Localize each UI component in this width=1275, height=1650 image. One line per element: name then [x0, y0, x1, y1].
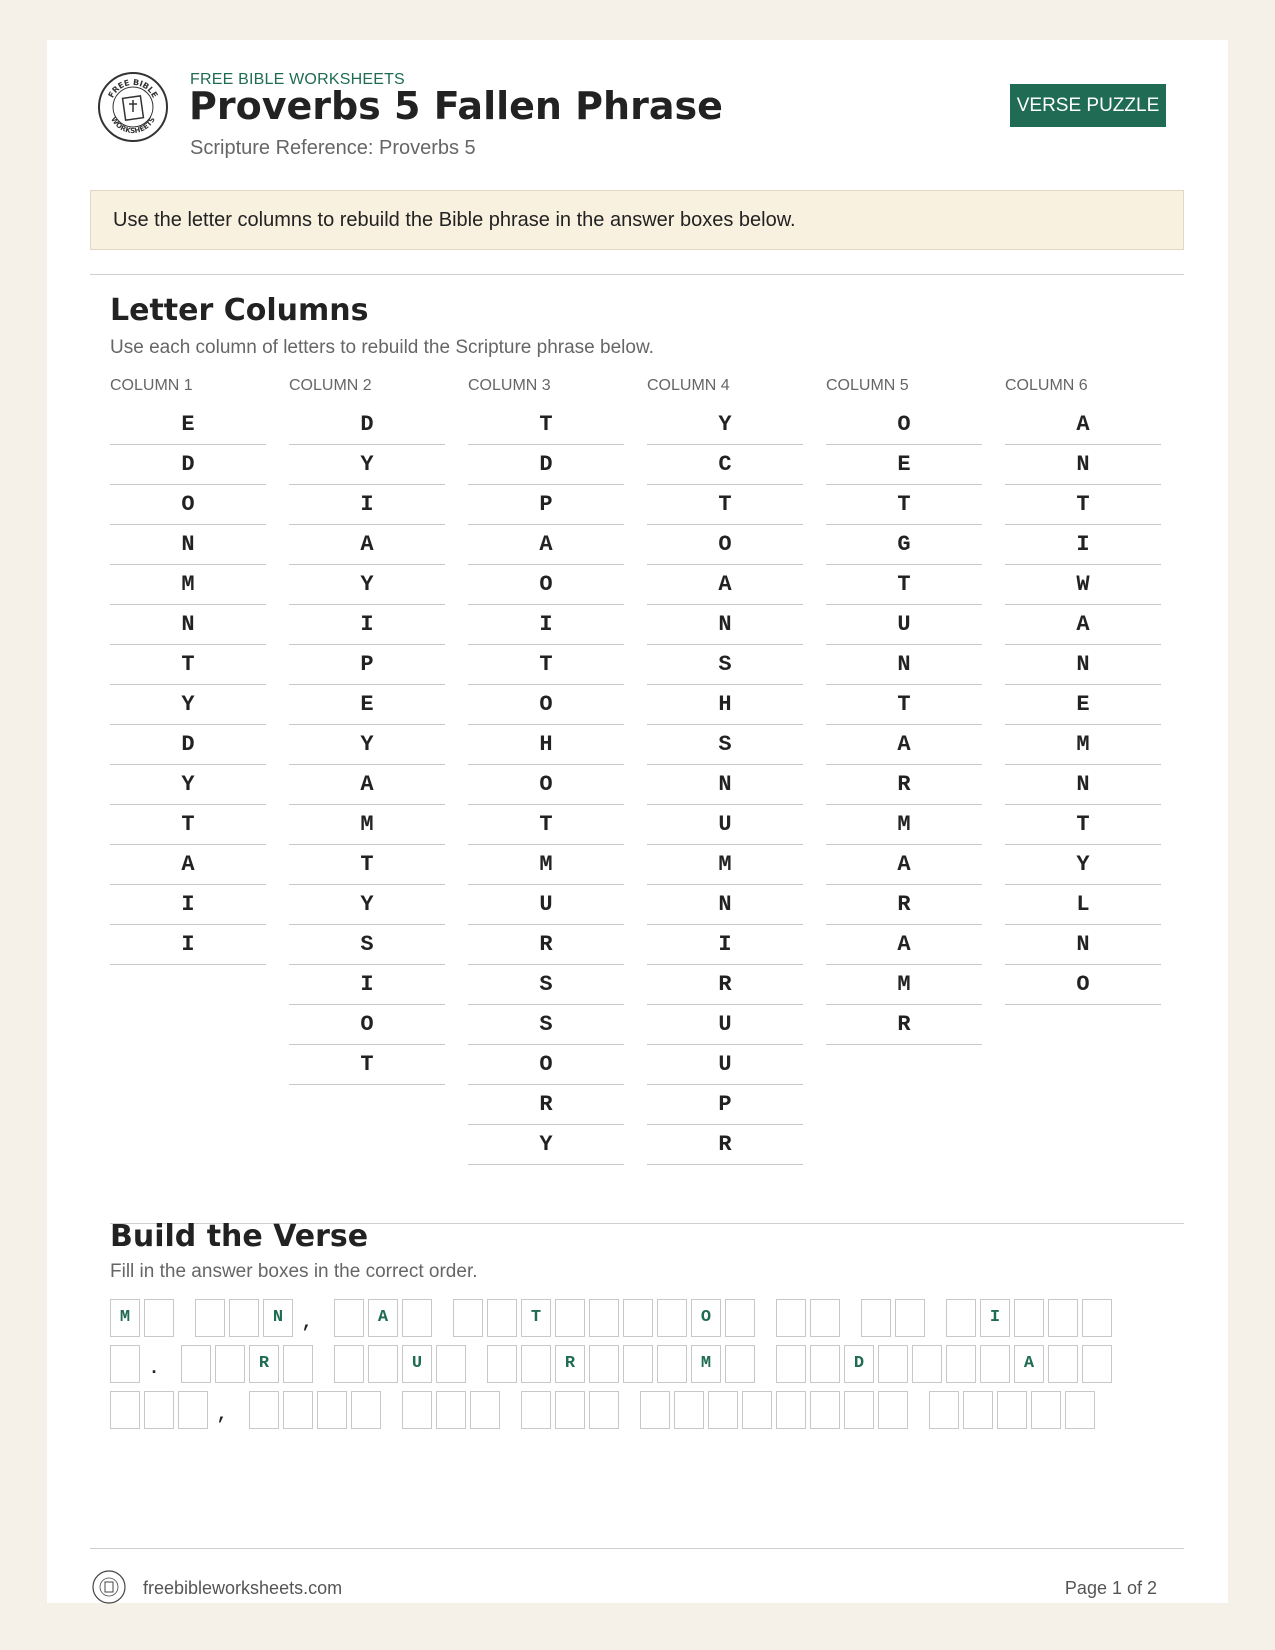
column-letter: T: [468, 805, 624, 845]
column-letter: T: [110, 805, 266, 845]
answer-box[interactable]: [1048, 1299, 1078, 1337]
column-letter: I: [289, 605, 445, 645]
column-letter: Y: [1005, 845, 1161, 885]
letter-column: [289, 376, 445, 1085]
column-letter: A: [826, 845, 982, 885]
answer-box-hint[interactable]: D: [844, 1345, 874, 1383]
instruction-banner: Use the letter columns to rebuild the Bible phrase in the answer boxes below.: [90, 190, 1184, 250]
answer-box[interactable]: [912, 1345, 942, 1383]
answer-box[interactable]: [776, 1299, 806, 1337]
answer-box-hint[interactable]: N: [263, 1299, 293, 1337]
column-letter: W: [1005, 565, 1161, 605]
column-letter: O: [468, 1045, 624, 1085]
column-letter: U: [647, 1005, 803, 1045]
column-letter: N: [647, 885, 803, 925]
letter-column: [468, 376, 624, 1165]
answer-box[interactable]: [1048, 1345, 1078, 1383]
answer-box[interactable]: [980, 1345, 1010, 1383]
answer-box[interactable]: [844, 1391, 874, 1429]
column-letter: U: [826, 605, 982, 645]
column-letter: I: [110, 885, 266, 925]
column-letter: Y: [468, 1125, 624, 1165]
column-letter: I: [110, 925, 266, 965]
column-letter: N: [110, 525, 266, 565]
worksheet-page: [47, 40, 1228, 1603]
letter-column: [1005, 376, 1161, 1005]
build-verse-heading: Build the Verse: [110, 1219, 369, 1254]
column-letter: R: [826, 885, 982, 925]
column-letter: U: [468, 885, 624, 925]
column-letter: T: [468, 405, 624, 445]
column-letter: I: [468, 605, 624, 645]
answer-box-hint[interactable]: A: [368, 1299, 398, 1337]
column-letter: T: [110, 645, 266, 685]
column-letter: O: [647, 525, 803, 565]
column-header: COLUMN 4: [647, 377, 730, 394]
answer-box-hint[interactable]: R: [555, 1345, 585, 1383]
answer-box[interactable]: [521, 1345, 551, 1383]
answer-box[interactable]: [708, 1391, 738, 1429]
punctuation-mark: ,: [216, 1405, 228, 1425]
column-letter: H: [647, 685, 803, 725]
answer-box[interactable]: [1082, 1299, 1112, 1337]
column-letter: O: [468, 765, 624, 805]
answer-box[interactable]: [144, 1391, 174, 1429]
column-letter: R: [826, 765, 982, 805]
column-letter: I: [289, 485, 445, 525]
column-letter: T: [468, 645, 624, 685]
answer-box[interactable]: [589, 1299, 619, 1337]
column-letter: S: [289, 925, 445, 965]
column-letter: T: [647, 485, 803, 525]
column-letter: R: [468, 925, 624, 965]
column-letter: E: [289, 685, 445, 725]
column-letter: Y: [289, 565, 445, 605]
column-letter: M: [110, 565, 266, 605]
answer-box-hint[interactable]: U: [402, 1345, 432, 1383]
logo-text-top: FREE BIBLE: [106, 77, 160, 100]
column-letter: A: [826, 925, 982, 965]
logo-text-bottom: WORKSHEETS: [109, 115, 157, 136]
column-letter: E: [826, 445, 982, 485]
column-letter: T: [289, 1045, 445, 1085]
column-letter: I: [647, 925, 803, 965]
column-letter: P: [468, 485, 624, 525]
answer-box[interactable]: [725, 1345, 755, 1383]
answer-box[interactable]: [317, 1391, 347, 1429]
column-letter: A: [289, 765, 445, 805]
column-letter: T: [1005, 805, 1161, 845]
column-letter: O: [468, 565, 624, 605]
column-letter: A: [468, 525, 624, 565]
answer-box-hint[interactable]: M: [110, 1299, 140, 1337]
column-letter: O: [468, 685, 624, 725]
column-letter: Y: [289, 885, 445, 925]
column-letter: C: [647, 445, 803, 485]
answer-box[interactable]: [249, 1391, 279, 1429]
answer-box[interactable]: [657, 1345, 687, 1383]
answer-box[interactable]: [436, 1391, 466, 1429]
column-letter: R: [826, 1005, 982, 1045]
column-letter: S: [468, 1005, 624, 1045]
answer-box[interactable]: [929, 1391, 959, 1429]
answer-box[interactable]: [487, 1299, 517, 1337]
column-letter: G: [826, 525, 982, 565]
answer-box[interactable]: [283, 1391, 313, 1429]
answer-box[interactable]: [623, 1345, 653, 1383]
answer-box[interactable]: [946, 1299, 976, 1337]
column-letter: O: [110, 485, 266, 525]
answer-box[interactable]: [623, 1299, 653, 1337]
answer-box[interactable]: [555, 1391, 585, 1429]
punctuation-mark: ,: [301, 1313, 313, 1333]
answer-box[interactable]: [589, 1391, 619, 1429]
column-letter: M: [1005, 725, 1161, 765]
column-letter: R: [647, 1125, 803, 1165]
column-letter: O: [289, 1005, 445, 1045]
letter-column: [110, 376, 266, 965]
divider: [90, 274, 1184, 275]
answer-box-hint[interactable]: M: [691, 1345, 721, 1383]
column-letter: M: [826, 805, 982, 845]
answer-box[interactable]: [110, 1391, 140, 1429]
footer-logo: [92, 1570, 126, 1604]
column-header: COLUMN 5: [826, 377, 909, 394]
letter-column: [647, 376, 803, 1165]
column-letter: I: [289, 965, 445, 1005]
answer-box[interactable]: [229, 1299, 259, 1337]
answer-box[interactable]: [195, 1299, 225, 1337]
column-letter: N: [110, 605, 266, 645]
answer-box[interactable]: [178, 1391, 208, 1429]
answer-box[interactable]: [283, 1345, 313, 1383]
answer-box-hint[interactable]: A: [1014, 1345, 1044, 1383]
answer-box-hint[interactable]: O: [691, 1299, 721, 1337]
column-letter: N: [826, 645, 982, 685]
answer-box[interactable]: [963, 1391, 993, 1429]
column-letter: T: [289, 845, 445, 885]
column-letter: T: [826, 485, 982, 525]
brand-kicker: FREE BIBLE WORKSHEETS: [190, 71, 405, 88]
answer-box[interactable]: [997, 1391, 1027, 1429]
column-letter: T: [1005, 485, 1161, 525]
answer-box[interactable]: [810, 1345, 840, 1383]
answer-box[interactable]: [1082, 1345, 1112, 1383]
answer-box[interactable]: [402, 1391, 432, 1429]
scripture-reference: Scripture Reference: Proverbs 5: [190, 137, 476, 159]
answer-box[interactable]: [453, 1299, 483, 1337]
column-letter: A: [1005, 605, 1161, 645]
column-letter: T: [826, 565, 982, 605]
answer-box[interactable]: [555, 1299, 585, 1337]
column-letter: H: [468, 725, 624, 765]
column-letter: Y: [110, 765, 266, 805]
answer-box[interactable]: [334, 1299, 364, 1337]
column-letter: S: [468, 965, 624, 1005]
answer-box[interactable]: [1031, 1391, 1061, 1429]
build-verse-description: Fill in the answer boxes in the correct order.: [110, 1261, 478, 1282]
column-header: COLUMN 6: [1005, 377, 1088, 394]
answer-box-hint[interactable]: T: [521, 1299, 551, 1337]
answer-box[interactable]: [810, 1391, 840, 1429]
column-letter: R: [468, 1085, 624, 1125]
column-letter: N: [1005, 765, 1161, 805]
answer-box[interactable]: [742, 1391, 772, 1429]
column-letter: M: [468, 845, 624, 885]
column-letter: Y: [110, 685, 266, 725]
answer-box[interactable]: [589, 1345, 619, 1383]
answer-box[interactable]: [878, 1391, 908, 1429]
column-letter: A: [289, 525, 445, 565]
answer-box[interactable]: [436, 1345, 466, 1383]
page-title: Proverbs 5 Fallen Phrase: [189, 84, 723, 128]
answer-box[interactable]: [1065, 1391, 1095, 1429]
answer-box[interactable]: [334, 1345, 364, 1383]
column-letter: R: [647, 965, 803, 1005]
answer-box[interactable]: [181, 1345, 211, 1383]
column-letter: I: [1005, 525, 1161, 565]
column-letter: U: [647, 1045, 803, 1085]
column-letter: O: [826, 405, 982, 445]
column-letter: P: [289, 645, 445, 685]
answer-box[interactable]: [776, 1391, 806, 1429]
column-letter: N: [647, 605, 803, 645]
letter-column: [826, 376, 982, 1045]
column-letter: Y: [289, 725, 445, 765]
answer-box[interactable]: [640, 1391, 670, 1429]
column-letter: A: [826, 725, 982, 765]
column-letter: M: [289, 805, 445, 845]
column-letter: A: [110, 845, 266, 885]
column-letter: S: [647, 645, 803, 685]
letter-columns-description: Use each column of letters to rebuild the Scripture phrase below.: [110, 337, 654, 358]
column-letter: U: [647, 805, 803, 845]
answer-box[interactable]: [402, 1299, 432, 1337]
answer-box[interactable]: [946, 1345, 976, 1383]
page-number: Page 1 of 2: [1064, 1578, 1157, 1598]
answer-box[interactable]: [1014, 1299, 1044, 1337]
footer-website: freebibleworksheets.com: [143, 1578, 343, 1598]
column-letter: T: [826, 685, 982, 725]
answer-box[interactable]: [110, 1345, 140, 1383]
column-header: COLUMN 3: [468, 377, 551, 394]
punctuation-mark: .: [148, 1359, 160, 1379]
answer-box[interactable]: [368, 1345, 398, 1383]
answer-box[interactable]: [895, 1299, 925, 1337]
column-letter: M: [826, 965, 982, 1005]
verse-puzzle-badge: VERSE PUZZLE: [1010, 84, 1166, 127]
column-letter: D: [468, 445, 624, 485]
column-letter: L: [1005, 885, 1161, 925]
column-header: COLUMN 1: [110, 377, 193, 394]
column-letter: S: [647, 725, 803, 765]
letter-columns-heading: Letter Columns: [110, 293, 369, 328]
column-header: COLUMN 2: [289, 377, 372, 394]
answer-box[interactable]: [351, 1391, 381, 1429]
answer-box[interactable]: [215, 1345, 245, 1383]
column-letter: D: [110, 445, 266, 485]
column-letter: E: [110, 405, 266, 445]
column-letter: P: [647, 1085, 803, 1125]
free-bible-worksheets-logo: [97, 71, 169, 143]
column-letter: M: [647, 845, 803, 885]
answer-box[interactable]: [810, 1299, 840, 1337]
answer-box[interactable]: [674, 1391, 704, 1429]
column-letter: E: [1005, 685, 1161, 725]
answer-box-hint[interactable]: I: [980, 1299, 1010, 1337]
column-letter: A: [1005, 405, 1161, 445]
answer-box[interactable]: [776, 1345, 806, 1383]
answer-box[interactable]: [470, 1391, 500, 1429]
column-letter: O: [1005, 965, 1161, 1005]
answer-box[interactable]: [144, 1299, 174, 1337]
column-letter: D: [289, 405, 445, 445]
column-letter: Y: [647, 405, 803, 445]
answer-box-hint[interactable]: R: [249, 1345, 279, 1383]
column-letter: D: [110, 725, 266, 765]
column-letter: N: [647, 765, 803, 805]
answer-box[interactable]: [657, 1299, 687, 1337]
answer-box[interactable]: [521, 1391, 551, 1429]
divider: [90, 1548, 1184, 1549]
answer-box[interactable]: [878, 1345, 908, 1383]
column-letter: N: [1005, 925, 1161, 965]
answer-box[interactable]: [725, 1299, 755, 1337]
column-letter: N: [1005, 645, 1161, 685]
column-letter: A: [647, 565, 803, 605]
answer-box[interactable]: [487, 1345, 517, 1383]
column-letter: N: [1005, 445, 1161, 485]
column-letter: Y: [289, 445, 445, 485]
answer-box[interactable]: [861, 1299, 891, 1337]
